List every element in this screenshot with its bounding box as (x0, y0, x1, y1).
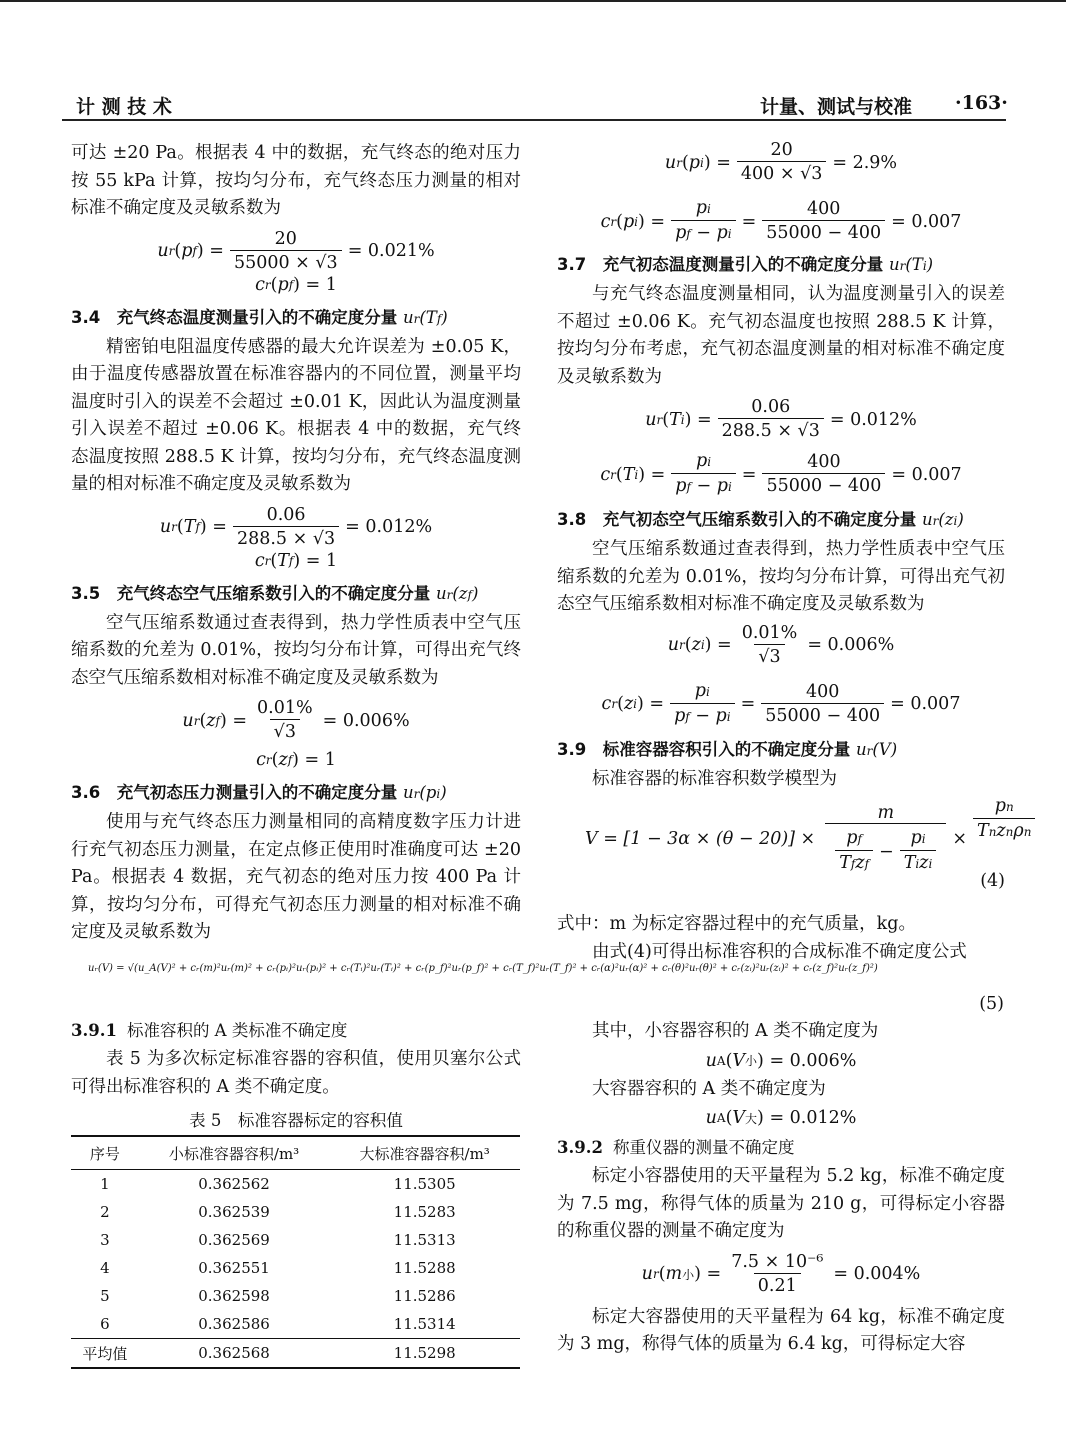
paragraph: 可达 ±20 Pa。根据表 4 中的数据，充气终态的绝对压力按 55 kPa 计算，按均匀分布，充气终态压力测量的相对标准不确定度及灵敏系数为 (71, 143, 521, 218)
section-heading-3-4: 3.4 充气终态温度测量引入的不确定度分量 ur(Tf) (71, 307, 448, 327)
equation-number: (5) (979, 994, 1004, 1014)
table-header: 小标准容器容积/m³ (139, 1136, 330, 1170)
right-column (557, 140, 1032, 966)
equation-value: = 1 (305, 274, 337, 295)
fraction-numerator: 0.01% (257, 698, 313, 718)
fraction-denominator: 55000 − 400 (761, 703, 884, 727)
fraction-denominator: 0.21 (754, 1273, 801, 1297)
equation-value: = 1 (304, 750, 336, 770)
equation-value: = 0.007 (891, 464, 962, 485)
equation-ur-tf: u r ( T f ) = $\frac{0.06}{288.5 \times √3}$ = 0.012% (159, 504, 433, 549)
fraction-denominator: √3 (270, 719, 300, 743)
paragraph: 由式(4)可得出标准容积的合成标准不确定度公式 (592, 941, 967, 962)
volume-table (71, 1135, 520, 1369)
equation-value: = 0.004% (833, 1264, 921, 1284)
paragraph: 标定小容器使用的天平量程为 5.2 kg，标准不确定度为 7.5 mg，称得气体的质量为 210 g，可得标定小容器的称重仪器的测量不确定度为 (557, 1166, 1005, 1241)
fraction-denominator: 288.5 × √3 (718, 418, 824, 442)
paragraph: 表 5 为多次标定标准容器的容积值，使用贝塞尔公式可得出标准容积的 A 类不确定度。 (71, 1049, 521, 1097)
section-heading-3-9-2: 3.9.2 称重仪器的测量不确定度 (557, 1138, 795, 1157)
table-row: 4 0.362551 11.5288 (100, 1259, 456, 1277)
equation-value: = 0.012% (345, 517, 433, 537)
table-row: 1 0.362562 11.5305 (100, 1175, 456, 1193)
fraction-numerator: 0.01% (741, 622, 798, 643)
page-number: ·163· (955, 92, 1008, 114)
equation-4: V = [1 − 3α × (θ − 20)] × m $\frac{pf}{\text{Tfzf}}$ − $\frac{pi}{\text{Tizi}}$ × $\frac{pn}{\text{Tnznρn}}$ (4) (557, 793, 1005, 897)
equation-ur-zf: u r ( z f ) = $\frac{0.01\%}{√3}$ = 0.006% (182, 698, 410, 742)
equation-cr-zi: c r ( z i ) = $\frac{pi}{pf - pi}$ = $\frac{400}{55000 - 400}$ = 0.007 (601, 680, 961, 726)
equation-ua-large: u A ( V 大 ) = 0.012% (705, 1108, 857, 1128)
journal-name: 计 测 技 术 (76, 96, 172, 118)
table-caption: 表 5 标准容器标定的容积值 (189, 1111, 403, 1130)
equation-value: = 0.012% (769, 1108, 857, 1128)
fraction-denominator: √3 (754, 644, 784, 668)
section-heading-3-8: 3.8 充气初态空气压缩系数引入的不确定度分量 ur(zi) (557, 510, 964, 529)
fraction-denominator: 288.5 × √3 (233, 526, 339, 550)
equation-value: = 2.9% (832, 152, 898, 173)
equation-value: = 0.006% (769, 1050, 857, 1071)
equation-cr-zf: c r ( z f ) = 1 (256, 750, 336, 770)
table-row: 6 0.362586 11.5314 (100, 1315, 456, 1333)
paragraph: 标定大容器使用的天平量程为 64 kg，标准不确定度为 3 mg，称得气体的质量为 6.4 kg，可得标定大容 (557, 1306, 1005, 1354)
equation-cr-pi: c r ( p i ) = $\frac{pi}{pf - pi}$ = $\frac{400}{55000 - 400}$ = 0.007 (600, 198, 962, 243)
section-heading-3-9: 3.9 标准容器容积引入的不确定度分量 ur(V) (557, 739, 898, 759)
equation-ur-pi: u r ( p i ) = $\frac{20}{400 \times √3}$ = 2.9% (664, 140, 898, 184)
fraction-denominator: 55000 − 400 (762, 473, 885, 497)
paragraph: 精密铂电阻温度传感器的最大允许误差为 ±0.05 K，由于温度传感器放置在标准容器内的不同位置，测量平均温度时引入的误差不会超过 ±0.01 K，因此认为温度测量引入误差不超过 ±0.06 K。根据表 4 中的数据，充气终态温度按照 288.5 K 计算，按均匀分布，充气终态温度测量的相对标准不确定度及灵敏系数为 (71, 336, 521, 494)
left-column-lower (71, 1016, 521, 1369)
table-row: 5 0.362598 11.5286 (100, 1287, 456, 1305)
fraction-numerator: 20 (274, 228, 297, 249)
fraction-denominator: 55000 − 400 (762, 220, 885, 244)
equation-ur-zi: u r ( z i ) = $\frac{0.01\%}{√3}$ = 0.006% (667, 622, 895, 667)
table-row: 3 0.362569 11.5313 (100, 1231, 456, 1249)
table-header: 大标准容器容积/m³ (329, 1136, 520, 1170)
fraction-numerator: 0.06 (751, 397, 791, 417)
equation-ur-pf: u r ( p f ) = $\frac{20}{55000 \times √3}$ = 0.021% (157, 228, 435, 273)
right-column-lower (557, 1018, 1005, 1359)
paragraph: 与充气终态温度测量相同，认为温度测量引入的误差不超过 ±0.06 K。充气初态温度也按照 288.5 K 计算，按均匀分布考虑，充气初态温度测量的相对标准不确定度及灵敏系数为 (557, 284, 1005, 387)
fraction-numerator: 7.5 × 10⁻⁶ (731, 1251, 824, 1272)
table-header: 序号 (71, 1136, 139, 1170)
equation-value: = 0.007 (891, 211, 962, 232)
equation-ur-ti: u r ( T i ) = $\frac{0.06}{288.5 \times √3}$ = 0.012% (645, 397, 917, 441)
section-heading-3-9-1: 3.9.1 标准容积的 A 类标准不确定度 (71, 1021, 348, 1040)
top-rule (0, 0, 1066, 2)
fraction-numerator: 400 (805, 681, 840, 702)
fraction-numerator: 20 (770, 140, 793, 160)
paragraph: 其中，小容器容积的 A 类不确定度为 (592, 1021, 879, 1041)
paragraph: 大容器容积的 A 类不确定度为 (592, 1078, 826, 1099)
table-row: 2 0.362539 11.5283 (100, 1203, 456, 1221)
section-heading-3-5: 3.5 充气终态空气压缩系数引入的不确定度分量 ur(zf) (71, 583, 479, 603)
equation-ur-m-small: u r ( m 小 ) = $\frac{\text{7.5 × 10⁻⁶}}{0.21}$ = 0.004% (641, 1251, 921, 1296)
fraction-denominator: 400 × √3 (737, 161, 826, 185)
header-rule (62, 119, 1006, 121)
equation-lhs: V = [1 − 3α × (θ − 20)] × (585, 829, 816, 849)
equation-number: (4) (980, 871, 1005, 891)
section-title: 计量、测试与校准 (760, 96, 913, 118)
section-heading-3-7: 3.7 充气初态温度测量引入的不确定度分量 ur(Ti) (557, 255, 934, 274)
equation-value: = 0.021% (347, 241, 435, 261)
paragraph: 使用与充气终态压力测量相同的高精度数字压力计进行充气初态压力测量，在定点修正使用时准确度可达 ±20 Pa。根据表 4 数据，充气初态的绝对压力按 400 Pa 计算，按均匀分布，可得充气初态压力测量的相对标准不确定度及灵敏系数为 (71, 812, 521, 942)
equation-value: = 0.006% (807, 635, 895, 655)
table-row-average: 平均值 0.362568 11.5298 (71, 1339, 520, 1369)
fraction-numerator: 0.06 (266, 504, 306, 525)
paragraph: 空气压缩系数通过查表得到，热力学性质表中空气压缩系数的允差为 0.01%，按均匀分布计算，可得出充气终态空气压缩系数相对标准不确定度及灵敏系数为 (71, 612, 521, 688)
equation-value: = 0.007 (890, 694, 961, 714)
left-column (71, 140, 521, 947)
equation-ua-small: u A ( V 小 ) = 0.006% (705, 1050, 857, 1071)
equation-5: uᵣ(V) = √(u_A(V)² + cᵣ(m)²uᵣ(m)² + cᵣ(pᵢ)²uᵣ(pᵢ)² + cᵣ(Tᵢ)²uᵣ(Tᵢ)² + cᵣ(p_f)²uᵣ(p_f)² + cᵣ(T_f)²uᵣ(T_f)² + cᵣ(α)²uᵣ(α)² + cᵣ(θ)²uᵣ(θ)² + cᵣ(zᵢ)²uᵣ(zᵢ)² + cᵣ(z_f)²uᵣ(z_f)²) (88, 963, 878, 974)
paragraph: 空气压缩系数通过查表得到，热力学性质表中空气压缩系数的允差为 0.01%，按均匀分布计算，可得出充气初态空气压缩系数相对标准不确定度及灵敏系数为 (557, 539, 1005, 614)
equation-value: = 1 (305, 550, 338, 571)
paragraph: 标准容器的标准容积数学模型为 (592, 768, 837, 789)
fraction-numerator: 400 (806, 199, 841, 219)
equation-value: = 0.012% (829, 409, 917, 430)
paragraph: 式中：m 为标定容器过程中的充气质量，kg。 (557, 914, 916, 934)
section-heading-3-6: 3.6 充气初态压力测量引入的不确定度分量 ur(pi) (71, 783, 447, 802)
equation-cr-ti: c r ( T i ) = $\frac{pi}{pf - pi}$ = $\frac{400}{55000 - 400}$ = 0.007 (600, 451, 962, 496)
equation-cr-pf: c r ( p f ) = 1 (255, 274, 337, 295)
fraction-numerator: 400 (807, 452, 841, 472)
equation-cr-tf: c r ( T f ) = 1 (254, 550, 338, 571)
fraction-denominator: 55000 × √3 (230, 250, 342, 274)
equation-value: = 0.006% (322, 710, 410, 731)
